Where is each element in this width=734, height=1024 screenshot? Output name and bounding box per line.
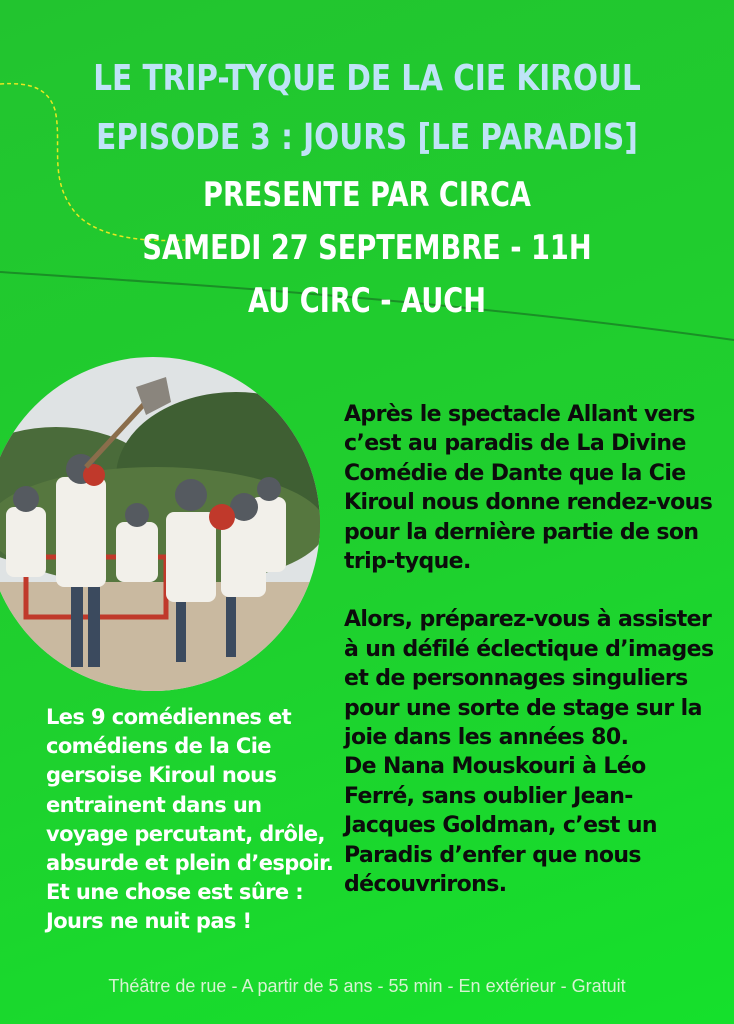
- description-left: Les 9 comédiennes et comédiens de la Cie gersoise Kiroul nous entrainent dans un voyage percutant, drôle, absurde et plein d’espoir. Et une chose est sûre : Jours ne nuit pas !: [46, 705, 334, 934]
- paragraph-program: Alors, préparez-vous à assister à un défilé éclectique d’images et de personnages singuliers pour une sorte de stage sur la joie dans les années 80.: [344, 607, 714, 751]
- date-line: SAMEDI 27 SEPTEMBRE - 11H: [142, 228, 592, 268]
- title-line-1: LE TRIP-TYQUE DE LA CIE KIROUL: [93, 58, 641, 99]
- paragraph-intro: Après le spectacle Allant vers c’est au paradis de La Divine Comédie de Dante que la Cie Kiroul nous donne rendez-vous pour la dernière partie de son trip-tyque.: [344, 402, 713, 575]
- presenter-line: PRESENTE PAR CIRCA: [203, 175, 531, 215]
- event-info-footer: Théâtre de rue - A partir de 5 ans - 55 min - En extérieur - Gratuit: [108, 976, 626, 996]
- title-line-2: EPISODE 3 : JOURS [LE PARADIS]: [96, 117, 638, 158]
- paragraph-songs: De Nana Mouskouri à Léo Ferré, sans oublier Jean-Jacques Goldman, c’est un Paradis d’enfer que nous découvrirons.: [344, 754, 657, 898]
- venue-line: AU CIRC - AUCH: [247, 281, 487, 321]
- performers-photo: [0, 357, 320, 691]
- description-right: [344, 400, 716, 900]
